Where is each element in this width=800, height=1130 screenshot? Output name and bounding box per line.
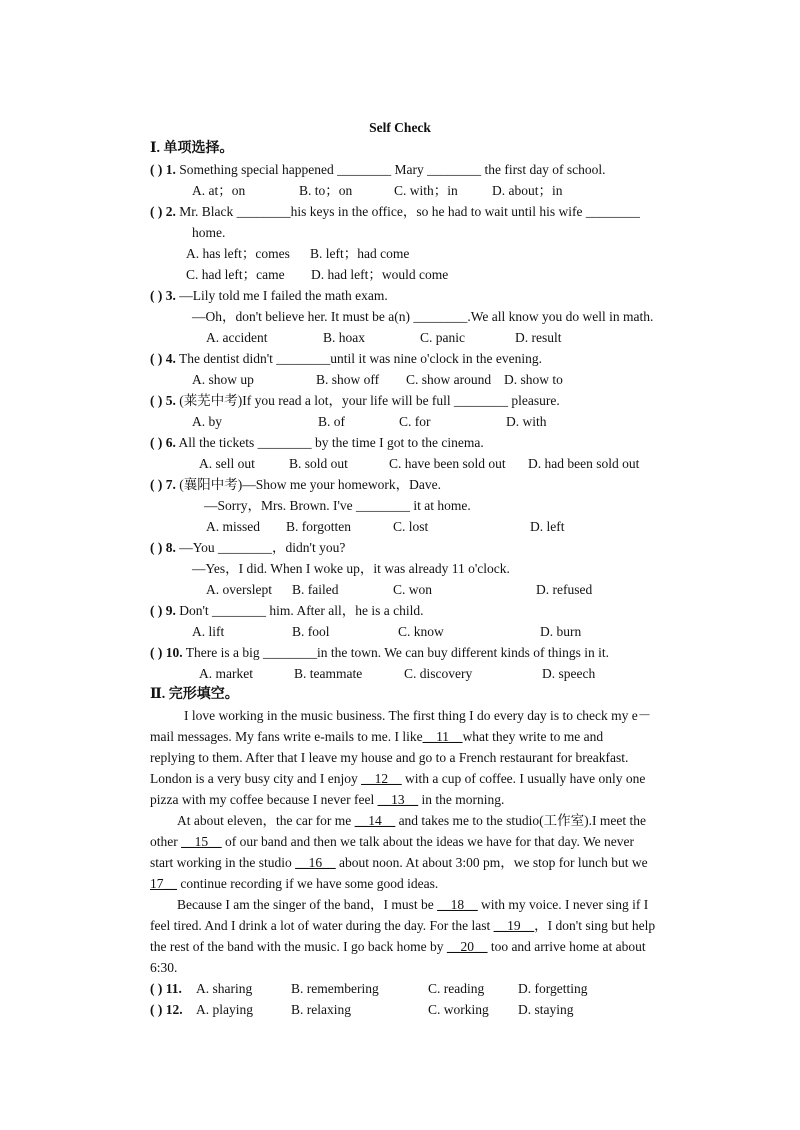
blank-18: __18__: [437, 897, 478, 912]
passage-line: start working in the studio __16__ about noon. At about 3:00 pm，we stop for lunch but we: [150, 855, 648, 870]
question-number: ( ) 2.: [150, 204, 176, 219]
option-d: D. forgetting: [518, 981, 588, 996]
option-d: D. had been sold out: [528, 456, 640, 471]
question-4: [150, 350, 542, 368]
passage-line: mail messages. My fans write e-mails to me. I like__11__what they write to me and: [150, 729, 604, 744]
option-a: A. lift: [192, 624, 225, 639]
question-10: [150, 644, 609, 662]
option-c: C. had left；came: [186, 267, 285, 282]
question-number: ( ) 4.: [150, 351, 176, 366]
question-number: ( ) 7.: [150, 477, 176, 492]
passage-line: I love working in the music business. The first thing I do every day is to check my e－: [184, 708, 652, 723]
option-a: A. overslept: [206, 582, 272, 597]
passage-line: the rest of the band with the music. I go back home by __20__ too and arrive home at about: [150, 939, 646, 954]
option-b: B. of: [318, 414, 345, 429]
passage-line: 6:30.: [150, 960, 178, 975]
option-b: B. failed: [292, 582, 339, 597]
question-text: —Lily told me I failed the math exam.: [179, 288, 388, 303]
option-b: B. left；had come: [310, 246, 410, 261]
blank-19: __19__: [493, 918, 535, 933]
option-b: B. to；on: [299, 183, 353, 198]
option-a: A. has left；comes: [186, 246, 290, 261]
passage-line: Because I am the singer of the band，I must be __18__ with my voice. I never sing if I: [177, 897, 649, 912]
option-b: B. remembering: [291, 981, 379, 996]
option-a: A. playing: [196, 1002, 253, 1017]
blank-20: __20__: [446, 939, 488, 954]
option-d: D. left: [530, 519, 565, 534]
passage-line: 17__ continue recording if we have some good ideas.: [150, 876, 439, 891]
passage-line: pizza with my coffee because I never feel __13__ in the morning.: [150, 792, 505, 807]
option-c: C. won: [393, 582, 433, 597]
question-1: [150, 161, 606, 179]
option-b: B. forgotten: [286, 519, 351, 534]
option-d: D. with: [506, 414, 547, 429]
option-b: B. teammate: [294, 666, 363, 681]
question-text-cont: —Sorry，Mrs. Brown. I've ________ it at home.: [204, 498, 471, 513]
option-a: A. sharing: [196, 981, 253, 996]
option-d: D. result: [515, 330, 562, 345]
question-5: [150, 392, 560, 410]
option-c: C. with；in: [394, 183, 458, 198]
blank-14: __14__: [354, 813, 396, 828]
question-9: [150, 602, 424, 620]
option-c: C. lost: [393, 519, 429, 534]
question-text: Something special happened ________ Mary ________ the first day of school.: [179, 162, 606, 177]
section-heading-cloze: Ⅱ. 完形填空。: [150, 687, 239, 702]
question-text: Don't ________ him. After all，he is a child.: [179, 603, 424, 618]
passage-line: At about eleven，the car for me __14__ and takes me to the studio(工作室).I meet the: [177, 813, 646, 828]
option-d: D. had left；would come: [311, 267, 449, 282]
question-text: (襄阳中考)—Show me your homework，Dave.: [179, 477, 441, 492]
option-c: C. working: [428, 1002, 489, 1017]
option-a: A. missed: [206, 519, 260, 534]
option-a: A. at；on: [192, 183, 246, 198]
passage-line: replying to them. After that I leave my house and go to a French restaurant for breakfast.: [150, 750, 629, 765]
question-text-cont: —Yes，I did. When I woke up，it was already 11 o'clock.: [192, 561, 510, 576]
question-12: [150, 1001, 183, 1019]
passage-line: feel tired. And I drink a lot of water during the day. For the last __19__，I don't sing but help: [150, 918, 656, 933]
question-number: ( ) 5.: [150, 393, 176, 408]
option-c: C. have been sold out: [389, 456, 506, 471]
section-heading-multiple-choice: Ⅰ. 单项选择。: [150, 141, 234, 156]
question-6: [150, 434, 484, 452]
question-text-cont: —Oh，don't believe her. It must be a(n) ________.We all know you do well in math.: [192, 309, 654, 324]
passage-line: London is a very busy city and I enjoy __12__ with a cup of coffee. I usually have only one: [150, 771, 646, 786]
question-number: ( ) 3.: [150, 288, 176, 303]
question-2: [150, 203, 640, 221]
page-title: Self Check: [369, 120, 431, 135]
question-text-cont: home.: [192, 225, 226, 240]
blank-15: __15__: [181, 834, 222, 849]
passage-line: other __15__ of our band and then we talk about the ideas we have for that day. We never: [150, 834, 635, 849]
question-text: —You ________，didn't you?: [179, 540, 346, 555]
question-number: ( ) 11.: [150, 981, 182, 996]
option-a: A. accident: [206, 330, 268, 345]
question-text: All the tickets ________ by the time I got to the cinema.: [178, 435, 484, 450]
question-11: [150, 980, 182, 998]
option-b: B. sold out: [289, 456, 348, 471]
question-number: ( ) 6.: [150, 435, 176, 450]
blank-11: __11__: [422, 729, 463, 744]
blank-16: __16__: [295, 855, 336, 870]
option-b: B. fool: [292, 624, 330, 639]
option-d: D. speech: [542, 666, 596, 681]
question-number: ( ) 8.: [150, 540, 176, 555]
option-c: C. panic: [420, 330, 465, 345]
option-b: B. show off: [316, 372, 380, 387]
option-c: C. know: [398, 624, 444, 639]
option-c: C. reading: [428, 981, 485, 996]
option-d: D. burn: [540, 624, 582, 639]
blank-13: __13__: [377, 792, 419, 807]
option-c: C. show around: [406, 372, 492, 387]
question-number: ( ) 1.: [150, 162, 176, 177]
option-d: D. about；in: [492, 183, 563, 198]
option-a: A. by: [192, 414, 222, 429]
option-a: A. show up: [192, 372, 254, 387]
blank-12: __12__: [361, 771, 402, 786]
option-c: C. for: [399, 414, 431, 429]
question-text: There is a big ________in the town. We can buy different kinds of things in it.: [185, 645, 609, 660]
option-b: B. relaxing: [291, 1002, 351, 1017]
option-c: C. discovery: [404, 666, 473, 681]
question-number: ( ) 9.: [150, 603, 176, 618]
option-a: A. sell out: [199, 456, 255, 471]
option-d: D. refused: [536, 582, 593, 597]
option-b: B. hoax: [323, 330, 365, 345]
question-text: (莱芜中考)If you read a lot，your life will be full ________ pleasure.: [179, 393, 560, 408]
option-d: D. staying: [518, 1002, 574, 1017]
question-text: The dentist didn't ________until it was nine o'clock in the evening.: [179, 351, 542, 366]
question-text: Mr. Black ________his keys in the office，so he had to wait until his wife ________: [179, 204, 640, 219]
question-3: [150, 287, 388, 305]
question-7: [150, 476, 441, 494]
blank-17: 17__: [150, 876, 177, 891]
option-d: D. show to: [504, 372, 563, 387]
question-number: ( ) 10.: [150, 645, 183, 660]
question-8: [150, 539, 345, 557]
question-number: ( ) 12.: [150, 1002, 183, 1017]
option-a: A. market: [199, 666, 253, 681]
